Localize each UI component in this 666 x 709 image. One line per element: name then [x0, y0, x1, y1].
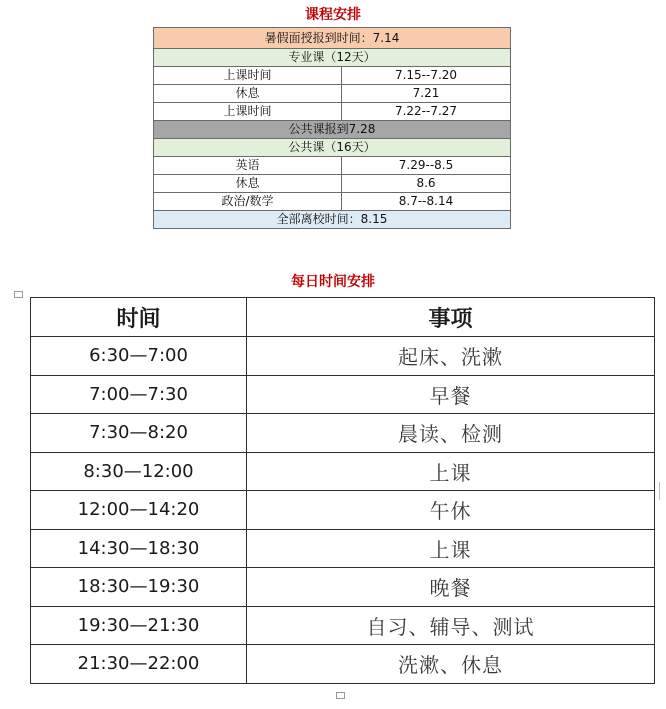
daily-schedule-container: [30, 297, 654, 690]
table-row: [31, 414, 655, 453]
daily-schedule-title: 每日时间安排: [291, 274, 375, 290]
public-course-registration-cell: 公共课报到7.28: [154, 121, 511, 139]
table-row: [154, 157, 511, 175]
table-row: [154, 49, 511, 67]
table-move-handle-icon[interactable]: [14, 291, 23, 298]
table-row: [154, 121, 511, 139]
daily-schedule-table: [30, 297, 655, 684]
course-schedule-table: [153, 27, 511, 229]
column-header-time: 时间: [31, 298, 247, 337]
table-row: [31, 337, 655, 376]
departure-date-cell: 全部离校时间：8.15: [154, 211, 511, 229]
activity-cell: 上课: [247, 529, 655, 568]
row-value-cell: 8.7--8.14: [342, 193, 511, 211]
table-row: [31, 568, 655, 607]
time-cell: 19:30—21:30: [31, 606, 247, 645]
row-label-cell: 上课时间: [154, 67, 342, 85]
activity-cell: 洗漱、休息: [247, 645, 655, 684]
table-row: [31, 606, 655, 645]
time-cell: 21:30—22:00: [31, 645, 247, 684]
activity-cell: 上课: [247, 452, 655, 491]
page-edge-marker: [655, 482, 660, 500]
time-cell: 8:30—12:00: [31, 452, 247, 491]
table-row: [154, 139, 511, 157]
row-value-cell: 7.29--8.5: [342, 157, 511, 175]
table-row: [154, 67, 511, 85]
time-cell: 7:30—8:20: [31, 414, 247, 453]
table-row: [31, 645, 655, 684]
column-header-item: 事项: [247, 298, 655, 337]
registration-date-cell: 暑假面授报到时间：7.14: [154, 28, 511, 49]
activity-cell: 自习、辅导、测试: [247, 606, 655, 645]
table-row: [31, 529, 655, 568]
table-row: [31, 452, 655, 491]
table-row: [154, 103, 511, 121]
row-value-cell: 8.6: [342, 175, 511, 193]
table-row: [154, 175, 511, 193]
row-label-cell: 上课时间: [154, 103, 342, 121]
time-cell: 14:30—18:30: [31, 529, 247, 568]
activity-cell: 午休: [247, 491, 655, 530]
table-row: [154, 28, 511, 49]
row-label-cell: 休息: [154, 85, 342, 103]
row-label-cell: 休息: [154, 175, 342, 193]
row-value-cell: 7.15--7.20: [342, 67, 511, 85]
time-cell: 7:00—7:30: [31, 375, 247, 414]
row-value-cell: 7.21: [342, 85, 511, 103]
table-row: [154, 85, 511, 103]
section-header-cell: 公共课（16天）: [154, 139, 511, 157]
table-row: [154, 211, 511, 229]
table-header-row: [31, 298, 655, 337]
time-cell: 12:00—14:20: [31, 491, 247, 530]
table-row: [154, 193, 511, 211]
time-cell: 18:30—19:30: [31, 568, 247, 607]
section-header-cell: 专业课（12天）: [154, 49, 511, 67]
table-row: [31, 491, 655, 530]
activity-cell: 晨读、检测: [247, 414, 655, 453]
course-schedule-title: 课程安排: [305, 7, 361, 23]
activity-cell: 起床、洗漱: [247, 337, 655, 376]
activity-cell: 早餐: [247, 375, 655, 414]
row-label-cell: 英语: [154, 157, 342, 175]
table-resize-handle-icon[interactable]: [336, 692, 345, 699]
row-label-cell: 政治/数学: [154, 193, 342, 211]
row-value-cell: 7.22--7.27: [342, 103, 511, 121]
time-cell: 6:30—7:00: [31, 337, 247, 376]
table-row: [31, 375, 655, 414]
activity-cell: 晚餐: [247, 568, 655, 607]
